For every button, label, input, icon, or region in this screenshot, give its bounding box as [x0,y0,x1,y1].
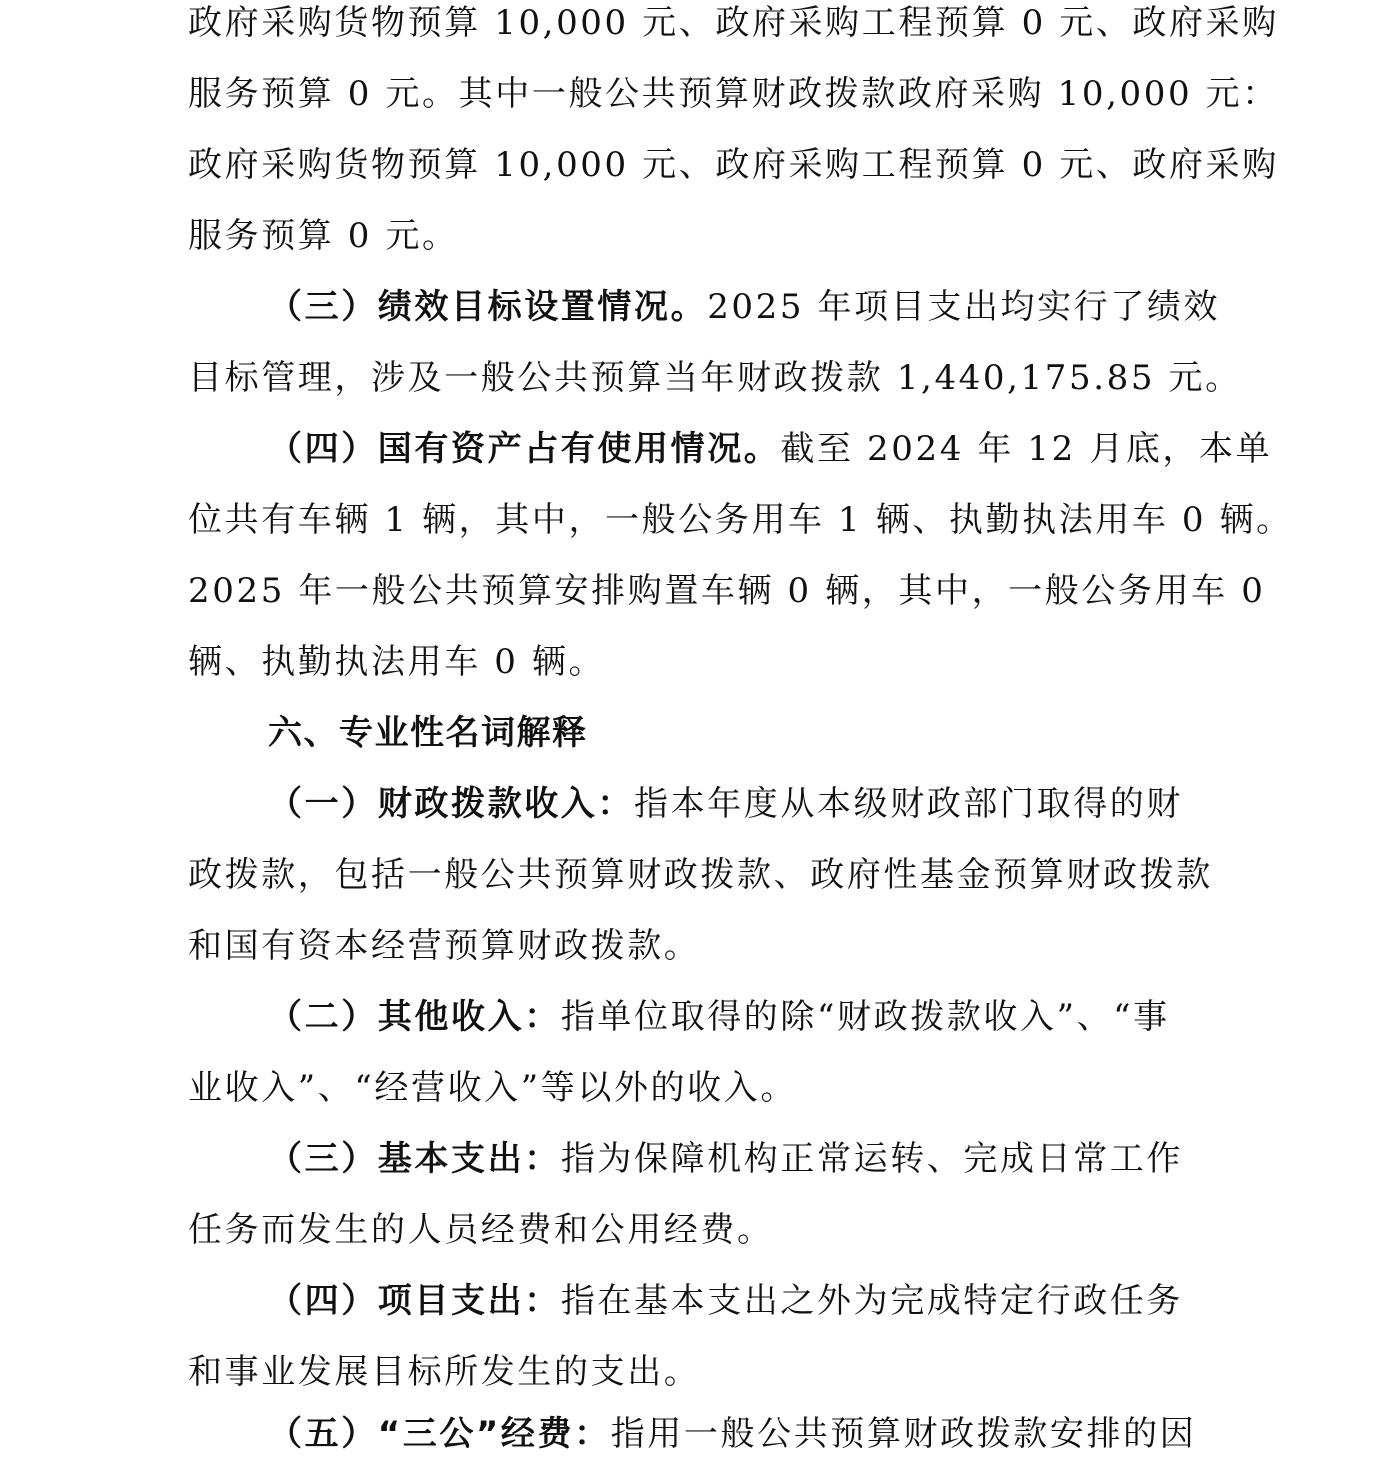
section-state-assets [268,426,1272,472]
paragraph-line: 和国有资本经营预算财政拨款。 [188,926,701,966]
paragraph-line: 服务预算 0 元。 [188,216,459,256]
term-basic-expenditure [268,1136,1183,1182]
section-performance-goals [268,284,1220,330]
term-definition: 指为保障机构正常运转、完成日常工作 [560,1139,1184,1179]
term-project-expenditure [268,1278,1183,1324]
term-title: （三）基本支出： [268,1139,561,1179]
paragraph-line: 服务预算 0 元。其中一般公共预算财政拨款政府采购 10,000 元： [188,74,1279,114]
term-title: （一）财政拨款收入： [268,784,634,824]
term-three-public-expenses [268,1411,1196,1457]
term-definition: 指单位取得的除“财政拨款收入”、“事 [560,997,1170,1037]
paragraph-line: 政拨款，包括一般公共预算财政拨款、政府性基金预算财政拨款 [188,855,1213,895]
paragraph-line: 目标管理，涉及一般公共预算当年财政拨款 1,440,175.85 元。 [188,358,1242,398]
paragraph-line: 辆、执勤执法用车 0 辆。 [188,642,606,682]
term-definition: 指本年度从本级财政部门取得的财 [634,784,1183,824]
paragraph-line: 和事业发展目标所发生的支出。 [188,1352,701,1392]
term-fiscal-appropriation-income [268,781,1183,827]
chapter-heading: 六、专业性名词解释 [268,713,588,753]
term-title: （五）“三公”经费： [268,1414,611,1454]
section-text: 2025 年项目支出均实行了绩效 [707,287,1221,327]
paragraph-line: 位共有车辆 1 辆，其中，一般公务用车 1 辆、执勤执法用车 0 辆。 [188,500,1293,540]
section-title: （三）绩效目标设置情况。 [268,287,708,327]
section-title: （四）国有资产占有使用情况。 [268,429,781,469]
term-other-income [268,994,1170,1040]
paragraph-line: 任务而发生的人员经费和公用经费。 [188,1210,774,1250]
term-definition: 指用一般公共预算财政拨款安排的因 [610,1414,1197,1454]
term-title: （四）项目支出： [268,1281,561,1321]
paragraph-line: 政府采购货物预算 10,000 元、政府采购工程预算 0 元、政府采购 [188,145,1279,185]
section-text: 截至 2024 年 12 月底，本单 [780,429,1273,469]
paragraph-line: 政府采购货物预算 10,000 元、政府采购工程预算 0 元、政府采购 [188,3,1279,43]
term-definition: 指在基本支出之外为完成特定行政任务 [560,1281,1184,1321]
paragraph-line: 业收入”、“经营收入”等以外的收入。 [188,1068,797,1108]
paragraph-line: 2025 年一般公共预算安排购置车辆 0 辆，其中，一般公务用车 0 [188,571,1266,611]
term-title: （二）其他收入： [268,997,561,1037]
